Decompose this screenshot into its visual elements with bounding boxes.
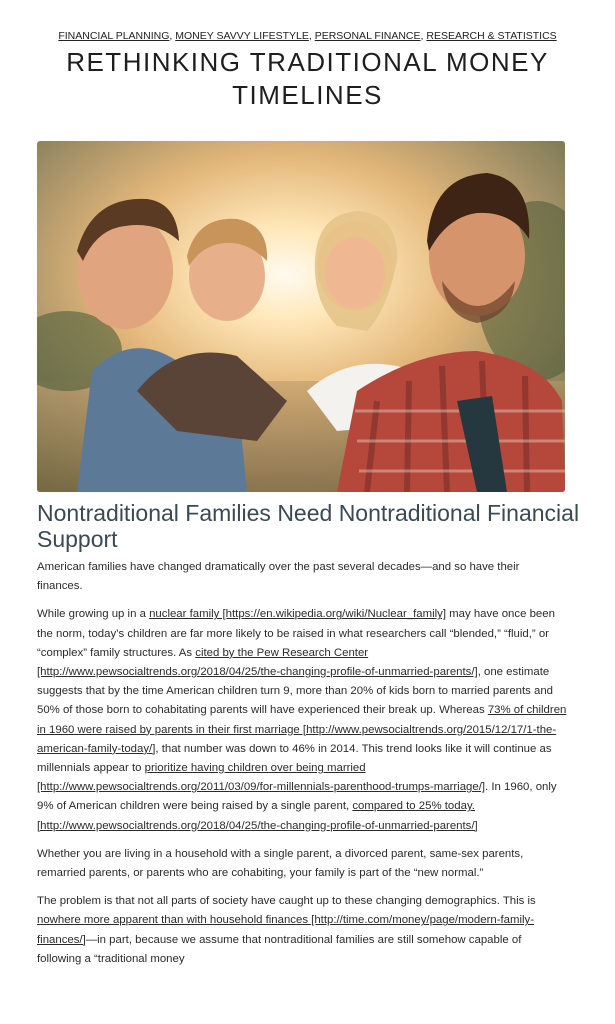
hero-photo-illustration [37,141,565,492]
paragraph-intro: American families have changed dramatically over the past several decades—and so have their finances. [37,561,520,593]
inline-link[interactable]: prioritize having children over being married [http://www.pewsocialtrends.org/2011/03/09/for-millennials-parenthood-trumps-marriage/] [37,762,486,794]
article-body [37,558,567,978]
inline-link[interactable]: nowhere more apparent than with household finances [http://time.com/money/page/modern-family-finances/] [37,914,535,946]
inline-text: While growing up in a [37,608,150,621]
category-link-personal-finance[interactable]: PERSONAL FINANCE [314,30,421,42]
hero-image-family [37,141,565,492]
inline-text: —in part, because we assume that nontraditional families are still somehow capable of following a “traditional money [37,933,522,965]
inline-link[interactable]: cited by the Pew Research Center [http://www.pewsocialtrends.org/2018/04/25/the-changing-profile-of-unmarried-parents/] [37,646,478,679]
inline-link[interactable]: compared to 25% today. [http://www.pewsocialtrends.org/2018/04/25/the-changing-profile-of-unmarried-parents/] [37,800,478,832]
inline-text: may have once been the norm, today’s children are far more likely to be raised in what researchers call “blended,” “fluid,” or “complex” family structures. As [37,608,555,659]
paragraph-new-normal: Whether you are living in a household with a single parent, a divorced parent, same-sex parents, remarried parents, or parents who are cohabiting, your family is part of the “new normal.” [37,847,524,880]
page-title: RETHINKING TRADITIONAL MONEY TIMELINES [66,47,549,110]
paragraph-family-statistics [37,605,567,835]
inline-text: The problem is that not all parts of society have caught up to these changing demographics. This is [37,895,536,908]
inline-link[interactable]: 73% of children in 1960 were raised by parents in their first marriage [http://www.pewsocialtrends.org/2015/12/17/1-the-american-family-today/] [37,704,567,755]
category-separator: , [420,30,427,42]
inline-text: . In 1960, only 9% of American children were being raised by a single parent, [37,781,557,813]
category-link-research-statistics[interactable]: RESEARCH & STATISTICS [426,30,557,42]
category-separator: , [169,30,176,42]
inline-text: , that number was down to 46% in 2014. This trend looks like it will continue as millennials appear to [37,742,552,775]
category-links [0,30,615,42]
inline-link[interactable]: nuclear family [https://en.wikipedia.org/wiki/Nuclear_family] [149,608,446,621]
section-heading: Nontraditional Families Need Nontraditional Financial Support [37,500,580,552]
category-separator: , [308,30,315,42]
category-link-financial-planning[interactable]: FINANCIAL PLANNING [58,30,170,42]
category-link-money-savvy-lifestyle[interactable]: MONEY SAVVY LIFESTYLE [175,30,309,42]
inline-text: , one estimate suggests that by the time American children turn 9, more than 20% of kids born to married parents and 50% of those born to cohabitating parents will have experienced their break up. Whereas [37,666,554,717]
paragraph-finances [37,892,567,969]
